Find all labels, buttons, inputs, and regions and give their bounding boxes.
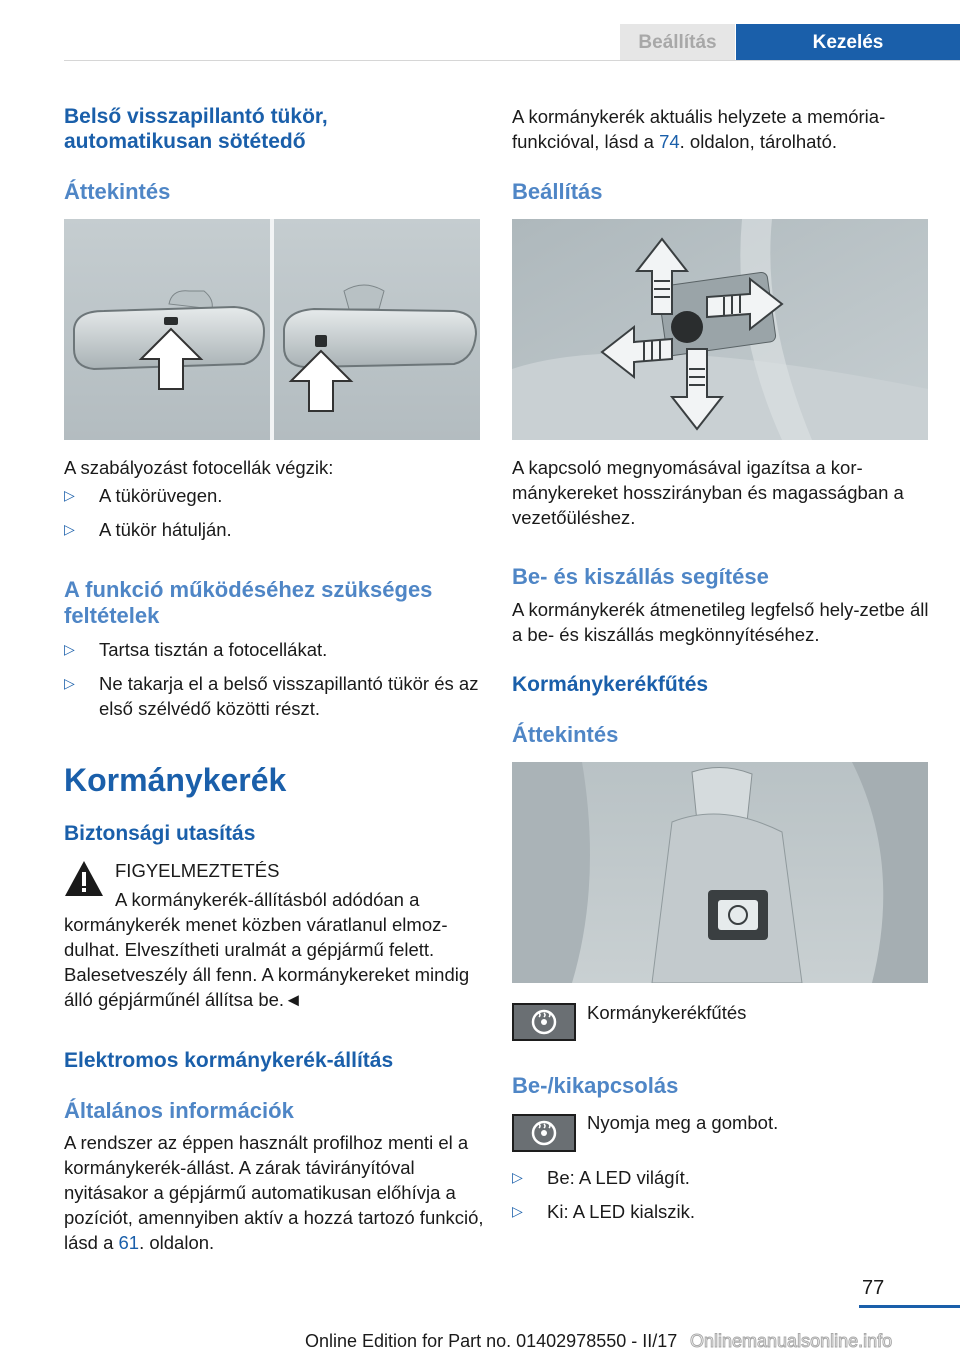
page-link[interactable]: 74	[659, 131, 680, 152]
onoff-list	[512, 1165, 928, 1233]
warning-text: A kormánykerék-állításból adódóan a kormánykerék menet közben váratlanul elmoz-dulhat. Elveszítheti uralmát a gépjármű felett. Balesetveszély áll fenn. A kormánykereket mindig álló gépjárműnél állítsa be.◄	[64, 889, 470, 1010]
adjust-text: A kapcsoló megnyomásával igazítsa a kor-mánykereket hosszirányban és magasságban a vezetőüléshez.	[512, 457, 904, 528]
mirror-photo	[64, 219, 480, 440]
triangle-bullet-icon: ▷	[512, 1169, 523, 1185]
triangle-bullet-icon: ▷	[64, 675, 75, 691]
footer-divider	[859, 1305, 960, 1308]
onoff-text: Nyomja meg a gombot.	[587, 1112, 779, 1133]
header-divider	[64, 60, 960, 61]
tab-setting[interactable]: Beállítás	[620, 24, 735, 61]
triangle-bullet-icon: ▷	[64, 641, 75, 657]
heating-icon-label: Kormánykerékfűtés	[587, 1002, 747, 1023]
list-item: ▷ Ne takarja el a belső visszapillantó tükör és az első szélvédő közötti részt.	[64, 673, 479, 719]
list-item: ▷ Tartsa tisztán a fotocellákat.	[64, 639, 328, 660]
onoff-heading: Be-/kikapcsolás	[512, 1073, 679, 1098]
triangle-bullet-icon: ▷	[512, 1203, 523, 1219]
conditions-heading: A funkció működéséhez szükséges feltételek	[64, 577, 433, 628]
heating-overview-heading: Áttekintés	[512, 722, 619, 747]
heated-steering-wheel-icon	[512, 1114, 576, 1152]
list-item: ▷ Be: A LED világít.	[512, 1167, 690, 1188]
mirror-section-title: Belső visszapillantó tükör, automatikusan sötétedő	[64, 105, 328, 153]
adjust-switch-photo	[512, 219, 928, 440]
general-info-text: A rendszer az éppen használt profilhoz menti el a kormánykerék-állást. A zárak távirányítóval nyitásakor a gépjármű automatikusan előhívja a pozíciót, amennyiben aktív a hozzá tartozó funkció, lásd a 61. oldalon.	[64, 1132, 484, 1253]
regulation-text: A szabályozást fotocellák végzik:	[64, 457, 334, 478]
adjust-heading: Beállítás	[512, 179, 603, 204]
memory-text: A kormánykerék aktuális helyzete a memória-funkcióval, lásd a 74. oldalon, tárolható.	[512, 106, 886, 152]
heated-steering-wheel-icon	[512, 1003, 576, 1041]
heating-heading: Kormánykerékfűtés	[512, 673, 709, 696]
list-item: ▷ A tükörüvegen.	[64, 485, 223, 506]
conditions-list	[64, 637, 480, 730]
regulation-list	[64, 483, 480, 551]
heating-button-photo	[512, 762, 928, 983]
tab-operation[interactable]: Kezelés	[736, 24, 960, 61]
triangle-bullet-icon: ▷	[64, 487, 75, 503]
electric-adjust-heading: Elektromos kormánykerék-állítás	[64, 1049, 394, 1072]
entry-exit-text: A kormánykerék átmenetileg legfelső hely-zetbe áll a be- és kiszállás megkönnyítéséhez.	[512, 599, 929, 645]
entry-exit-heading: Be- és kiszállás segítése	[512, 564, 769, 589]
page-link[interactable]: 61	[118, 1232, 140, 1253]
list-item: ▷ A tükör hátulján.	[64, 519, 232, 540]
safety-heading: Biztonsági utasítás	[64, 822, 256, 845]
general-info-heading: Általános információk	[64, 1098, 294, 1123]
triangle-bullet-icon: ▷	[64, 521, 75, 537]
watermark: Onlinemanualsonline.info	[690, 1331, 893, 1351]
page-number: 77	[862, 1277, 885, 1299]
steering-wheel-title: Kormánykerék	[64, 762, 287, 798]
warning-label: FIGYELMEZTETÉS	[115, 860, 280, 881]
mirror-overview-heading: Áttekintés	[64, 179, 171, 204]
list-item: ▷ Ki: A LED kialszik.	[512, 1201, 696, 1222]
edition-text: Online Edition for Part no. 01402978550 - II/17	[305, 1331, 678, 1351]
